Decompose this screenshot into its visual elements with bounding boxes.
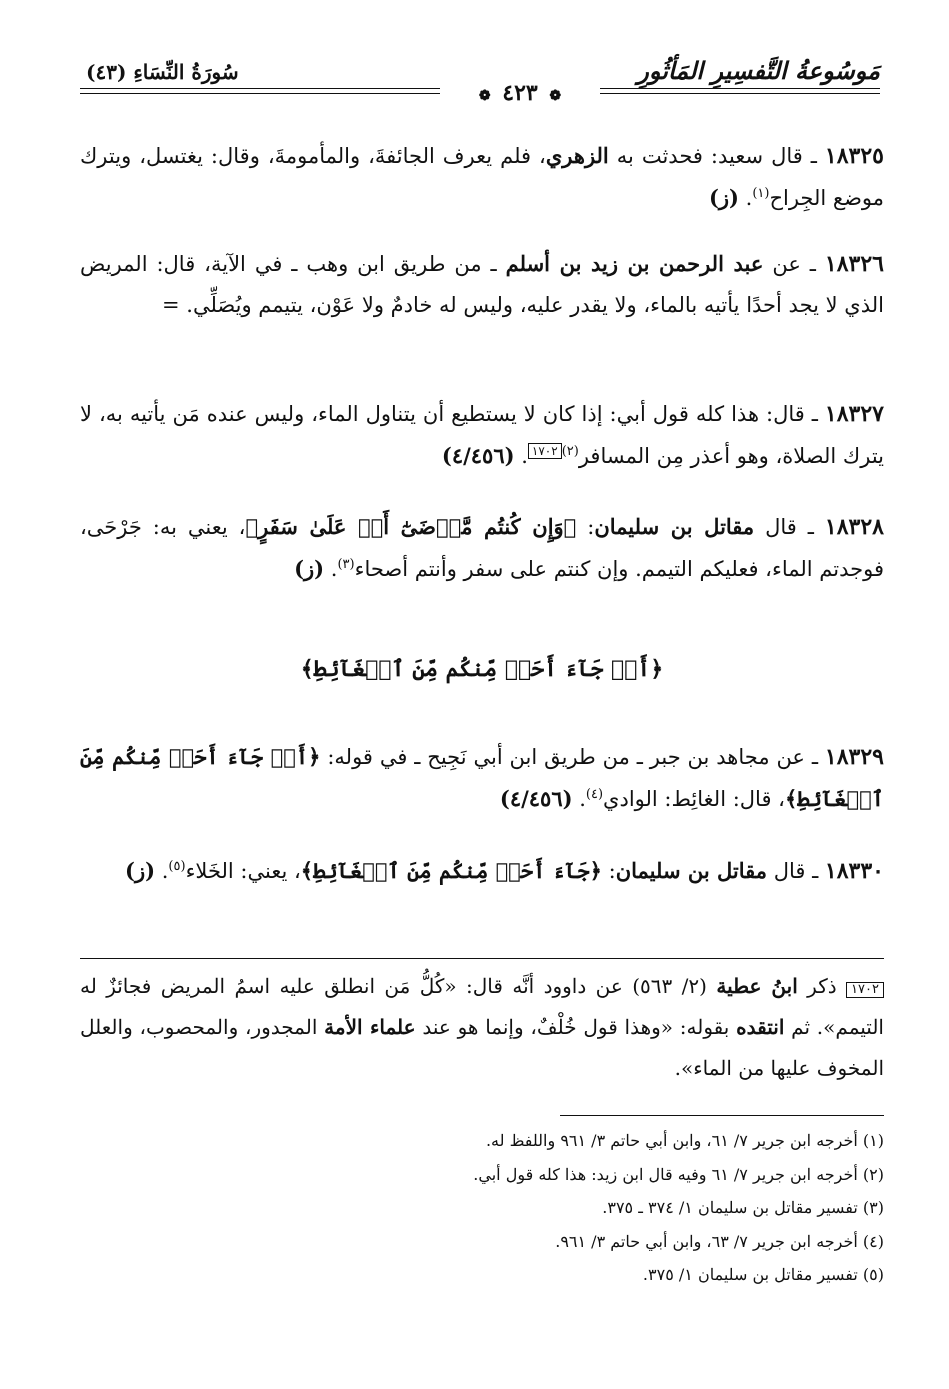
ornament-icon: ❁ [478, 88, 491, 104]
entry-number: ١٨٣٢٩ [824, 744, 884, 770]
entry-text: ، يعني: الخَلاء [185, 859, 301, 883]
entry-number: ١٨٣٢٦ [824, 251, 884, 277]
page-header [80, 56, 880, 106]
entry-text: ، يعني به: جَرْحَى، فوجدتم الماء، فعليكم التيمم. وإن كنتم على سفر وأنتم أصحاء [80, 515, 884, 581]
narrator-name: مقاتل بن سليمان [594, 514, 755, 539]
entry-text: . [738, 186, 753, 210]
source-tag: (ز) [708, 185, 739, 210]
commentary-bold: انتقده [736, 1015, 785, 1039]
entry [80, 394, 884, 477]
scholar-name: ابنُ عطية [716, 974, 798, 998]
footnotes [80, 1124, 884, 1292]
entry-dash: ـ [804, 745, 825, 769]
book-title: مَوسُوعةُ التَّفسِيرِ المَأثُورِ [637, 56, 880, 85]
entry-text: قال [754, 515, 797, 539]
entry-dash: ـ [804, 402, 825, 426]
entry [80, 243, 884, 326]
commentary-divider [80, 958, 884, 959]
entry-number: ١٨٣٣٠ [824, 858, 884, 884]
narrator-name: الزهري [545, 143, 609, 168]
quran-verse: ﴿أَوۡ جَآءَ أَحَدٞ مِّنكُم مِّنَ ٱلۡغَآئِطِ﴾ [80, 744, 884, 811]
entry-text: ـ من طريق ابن وهب ـ في الآية، قال: المريض الذي لا يجد أحدًا يأتيه بالماء، ولا يقدر عليه، وليس له خادمٌ ولا عَوْن، يتيمم ويُصَلِّي. = [80, 252, 884, 317]
footnote: (٣) تفسير مقاتل بن سليمان ١/ ٣٧٤ ـ ٣٧٥. [602, 1198, 884, 1217]
commentary-text: المجدور، والمحصوب، والعلل المخوف عليها من الماء». [80, 1015, 884, 1080]
page-number: ٤٢٣ [502, 80, 538, 106]
volume-page-ref: (٤/٤٥٦) [441, 443, 515, 468]
footnote-divider [560, 1115, 884, 1116]
commentary-text: بقوله: «وهذا قول خُلْفٌ، وإنما هو عند [415, 1015, 737, 1039]
commentary-bold: علماء الأمة [324, 1015, 416, 1039]
entry-dash: ـ [805, 859, 825, 883]
entry-number: ١٨٣٢٥ [824, 143, 884, 169]
footnote: (٤) أخرجه ابن جرير ٧/ ٦٣، وابن أبي حاتم ٣/ ٩٦١. [555, 1231, 884, 1251]
footnote: (٥) تفسير مقاتل بن سليمان ١/ ٣٧٥. [642, 1265, 884, 1284]
page-number-block [440, 80, 600, 106]
entry [80, 850, 884, 892]
entry-text: ، فلم يعرف الجائفةَ، والمأمومةَ، وقال: يغتسل، ويترك موضع الجِراح [80, 144, 884, 210]
entry [80, 135, 884, 219]
entry-text: . [572, 787, 586, 811]
footnote: (١) أخرجه ابن جرير ٧/ ٦١، وابن أبي حاتم ٣/ ٩٦١ واللفظ له. [485, 1131, 884, 1150]
entry-dash: ـ [800, 252, 825, 276]
verse-heading: ﴿أَوۡ جَآءَ أَحَدٞ مِّنكُم مِّنَ ٱلۡغَآئِطِ﴾ [300, 656, 664, 682]
narrator-name: عبد الرحمن بن زيد بن أسلم [505, 251, 764, 276]
entry [80, 506, 884, 590]
entry-text: ، قال: الغائِط: الوادي [603, 787, 785, 811]
surah-label: سُورَةُ النِّسَاءِ (٤٣) [86, 60, 239, 84]
entry-text: قال [767, 859, 806, 883]
commentary-number-box: ١٧٠٢ [846, 982, 884, 998]
entry-text: عن [763, 252, 801, 276]
quran-verse: ﴿جَآءَ أَحَدٞ مِّنكُم مِّنَ ٱلۡغَآئِطِ﴾ [300, 858, 602, 883]
ornament-icon: ❁ [549, 88, 562, 104]
commentary-block [80, 966, 884, 1089]
commentary-text: (٢/ ٥٦٣) عن داوود أنَّه قال: «كُلُّ مَن انطلق عليه اسمُ المريض فجائزٌ له التيمم». ثم [80, 974, 884, 1039]
entry-text: . [514, 444, 528, 468]
entry-text: عن مجاهد بن جبر ـ من طريق ابن أبي نَجِيح ـ في قوله: [320, 745, 805, 769]
entry-text: . [155, 859, 169, 883]
footnote-marker[interactable]: (٢) [561, 444, 579, 459]
commentary-text: ذكر [797, 974, 847, 998]
volume-page-ref: (٤/٤٥٦) [499, 786, 573, 811]
commentary-ref-box[interactable]: ١٧٠٢ [528, 443, 562, 459]
entry [80, 736, 884, 820]
narrator-name: مقاتل بن سليمان [615, 858, 768, 883]
entry-number: ١٨٣٢٨ [824, 514, 884, 540]
entry-number: ١٨٣٢٧ [824, 401, 884, 427]
entry-text: : [576, 515, 595, 539]
entry-text: قال: هذا كله قول أبي: إذا كان لا يستطيع أن يتناول الماء، وليس عنده مَن يأتيه به، لا يترك الصلاة، وهو أعذر مِن المسافر [80, 402, 884, 468]
footnote-marker[interactable]: (٤) [585, 787, 604, 802]
entry-text: . [324, 557, 338, 581]
footnote-marker[interactable]: (١) [752, 186, 770, 201]
footnote-marker[interactable]: (٥) [168, 859, 186, 874]
entry-text: قال سعيد: فحدثت به [608, 144, 803, 168]
entry-text: : [601, 859, 616, 883]
entry-dash: ـ [802, 144, 825, 168]
quran-verse: ﴿وَإِن كُنتُم مَّرۡضَىٰٓ أَوۡ عَلَىٰ سَفَرٍ﴾ [245, 514, 577, 539]
footnote: (٢) أخرجه ابن جرير ٧/ ٦١ وفيه قال ابن زيد: هذا كله قول أبي. [473, 1164, 884, 1184]
source-tag: (ز) [294, 556, 325, 581]
footnote-marker[interactable]: (٣) [337, 557, 355, 572]
entry-dash: ـ [796, 515, 825, 539]
source-tag: (ز) [125, 858, 156, 883]
